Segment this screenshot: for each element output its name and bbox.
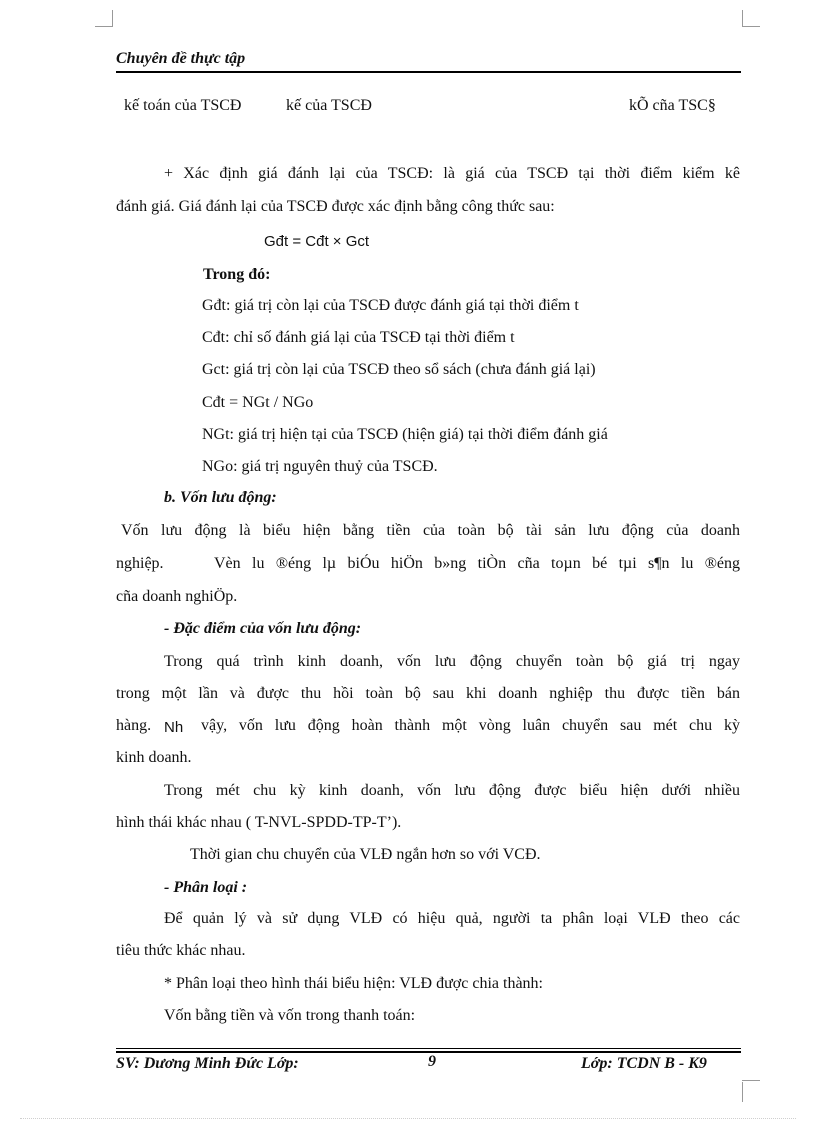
paragraph-line: đánh giá. Giá đánh lại của TSCĐ được xác định bằng công thức sau: bbox=[116, 198, 555, 215]
page-number: 9 bbox=[428, 1053, 436, 1070]
paragraph-line: tiêu thức khác nhau. bbox=[116, 942, 246, 959]
paragraph-line: nghiệp. bbox=[116, 555, 164, 572]
definition-line: Gđt: giá trị còn lại của TSCĐ được đánh giá tại thời điểm t bbox=[202, 297, 579, 314]
where-heading: Trong đó: bbox=[203, 266, 271, 283]
paragraph-line: Thời gian chu chuyển của VLĐ ngắn hơn so với VCĐ. bbox=[190, 846, 541, 863]
subsection-heading: - Đặc điểm của vốn lưu động: bbox=[164, 620, 362, 637]
paragraph-line: Vốn lưu động là biểu hiện bằng tiền của toàn bộ tài sản lưu động của doanh bbox=[121, 522, 740, 539]
paragraph-line: hình thái khác nhau ( T-NVL-SPDD-TP-T’). bbox=[116, 814, 402, 831]
definition-line: NGo: giá trị nguyên thuỷ của TSCĐ. bbox=[202, 458, 438, 475]
definition-line: Cđt = NGt / NGo bbox=[202, 394, 314, 411]
paragraph-line: vậy, vốn lưu động hoàn thành một vòng luân chuyển sau mét chu kỳ bbox=[201, 717, 740, 734]
running-header-title: Chuyên đề thực tập bbox=[116, 50, 246, 67]
paragraph-line: cña doanh nghiÖp. bbox=[116, 588, 238, 605]
page-bottom-edge bbox=[20, 1118, 796, 1119]
paragraph-line: Vốn bằng tiền và vốn trong thanh toán: bbox=[164, 1007, 416, 1024]
definition-line: Cđt: chỉ số đánh giá lại của TSCĐ tại thời điểm t bbox=[202, 329, 515, 346]
paragraph-line: kinh doanh. bbox=[116, 749, 192, 766]
crop-mark bbox=[742, 26, 760, 27]
crop-mark bbox=[112, 10, 113, 26]
table-fragment-col2: kế của TSCĐ bbox=[286, 97, 372, 114]
paragraph-line: Để quản lý và sử dụng VLĐ có hiệu quả, người ta phân loại VLĐ theo các bbox=[164, 910, 740, 927]
paragraph-line: hàng. bbox=[116, 717, 152, 734]
crop-mark bbox=[742, 1082, 743, 1102]
crop-mark bbox=[742, 1080, 760, 1081]
paragraph-line: Trong mét chu kỳ kinh doanh, vốn lưu động được biểu hiện dưới nhiều bbox=[164, 782, 740, 799]
table-fragment-col3: kÕ cña TSC§ bbox=[629, 97, 716, 114]
paragraph-line: trong một lần và được thu hồi toàn bộ sau khi doanh nghiệp thu được tiền bán bbox=[116, 685, 740, 702]
footer-class: Lớp: TCDN B - K9 bbox=[581, 1055, 707, 1072]
footer-student: SV: Dương Minh Đức Lớp: bbox=[116, 1055, 299, 1072]
table-fragment-col1: kế toán của TSCĐ bbox=[124, 97, 242, 114]
definition-line: Gct: giá trị còn lại của TSCĐ theo sổ sách (chưa đánh giá lại) bbox=[202, 361, 596, 378]
subsection-heading: - Phân loại : bbox=[164, 879, 248, 896]
paragraph-line: + Xác định giá đánh lại của TSCĐ: là giá của TSCĐ tại thời điểm kiểm kê bbox=[164, 165, 740, 182]
crop-mark bbox=[95, 26, 113, 27]
section-heading: b. Vốn lưu động: bbox=[164, 489, 277, 506]
paragraph-line: * Phân loại theo hình thái biểu hiện: VLĐ được chia thành: bbox=[164, 975, 543, 992]
formula-revaluation: Gđt = Cđt × Gct bbox=[264, 233, 370, 250]
definition-line: NGt: giá trị hiện tại của TSCĐ (hiện giá) tại thời điểm đánh giá bbox=[202, 426, 608, 443]
footer-rule bbox=[116, 1048, 741, 1049]
paragraph-line: Trong quá trình kinh doanh, vốn lưu động chuyển toàn bộ giá trị ngay bbox=[164, 653, 740, 670]
crop-mark bbox=[742, 10, 743, 26]
header-rule bbox=[116, 71, 741, 73]
paragraph-line: Vèn lu ®éng lµ biÓu hiÖn b»ng tiÒn cña toµn bé tµi s¶n lu ®éng bbox=[214, 555, 740, 572]
paragraph-line: Nh bbox=[164, 719, 184, 736]
